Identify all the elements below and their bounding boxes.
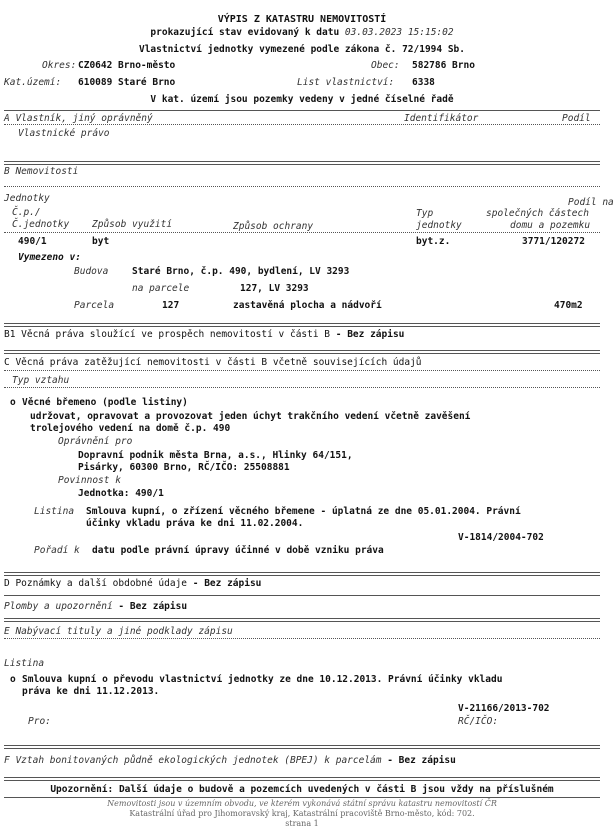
divider <box>4 387 600 388</box>
section-d-title: D Poznámky a další obdobné údaje <box>4 578 188 589</box>
section-e-listina-label: Listina <box>4 658 45 669</box>
col-zpusob-vyuziti: Způsob využití <box>92 219 173 230</box>
section-a-col-share: Podíl <box>562 113 591 124</box>
section-f <box>4 755 456 766</box>
section-e-title: E Nabývací tituly a jiné podklady zápisu <box>4 626 233 637</box>
opravneni-line-1: Dopravní podnik města Brna, a.s., Hlinky 64/151, <box>78 450 353 461</box>
section-c-sub: Typ vztahu <box>12 375 70 386</box>
easement-desc-1: udržovat, opravovat a provozovat jeden úchyt trakčního vedení včetně zavěšení <box>30 411 471 422</box>
na-parcele-label: na parcele <box>132 283 190 294</box>
divider <box>4 124 600 125</box>
parcels-line: V kat. území jsou pozemky vedeny v jedné číselné řadě <box>150 94 454 105</box>
parcela-area: 470m2 <box>554 300 583 311</box>
divider <box>4 323 600 327</box>
divider <box>4 595 600 596</box>
katuzemi-value: 610089 Staré Brno <box>78 77 176 88</box>
bullet: o <box>10 674 16 685</box>
parcela-number: 127 <box>162 300 180 311</box>
listina-line-1: Smlouva kupní, o zřízení věcného břemene - úplatná ze dne 05.01.2004. Právní <box>86 506 521 517</box>
col-cp: Č.p./ <box>12 207 41 218</box>
divider <box>4 638 600 639</box>
section-b1-value: - Bez zápisu <box>335 329 405 340</box>
obec-label: Obec: <box>371 60 400 71</box>
col-typ-1: Typ <box>416 208 434 219</box>
divider <box>4 572 600 576</box>
budova-label: Budova <box>74 266 109 277</box>
katuzemi-label: Kat.území: <box>4 77 62 88</box>
col-zpusob-ochrany: Způsob ochrany <box>233 221 314 232</box>
divider <box>4 797 600 798</box>
status-line <box>0 27 604 38</box>
unit-number: 490/1 <box>18 236 47 247</box>
section-b1-title: B1 Věcná práva sloužící ve prospěch nemovitostí v části B <box>4 329 331 340</box>
budova-value: Staré Brno, č.p. 490, bydlení, LV 3293 <box>132 266 350 277</box>
section-a-col-identifier: Identifikátor <box>404 113 479 124</box>
divider <box>4 777 600 781</box>
unit-use: byt <box>92 236 110 247</box>
status-date: 03.03.2023 15:15:02 <box>344 27 454 38</box>
divider <box>4 232 600 233</box>
plomby-value: - Bez zápisu <box>118 601 188 612</box>
section-c-title: C Věcná práva zatěžující nemovitosti v části B včetně souvisejících údajů <box>4 357 422 368</box>
easement-title: Věcné břemeno (podle listiny) <box>22 397 188 408</box>
section-e-line-1: Smlouva kupní o převodu vlastnictví jednotky ze dne 10.12.2013. Právní účinky vkladu <box>22 674 503 685</box>
unit-type: byt.z. <box>416 236 451 247</box>
opravneni-label: Oprávnění pro <box>58 436 133 447</box>
units-line: Vlastnictví jednotky vymezené podle zákona č. 72/1994 Sb. <box>138 44 465 55</box>
footer-line-2: Katastrální úřad pro Jihomoravský kraj, Katastrální pracoviště Brno-město, kód: 702. <box>129 809 475 818</box>
listina-ref: V-1814/2004-702 <box>458 532 544 543</box>
col-cjednotky: Č.jednotky <box>12 219 70 230</box>
parcela-type: zastavěná plocha a nádvoří <box>233 300 382 311</box>
okres-value: CZ0642 Brno-město <box>78 60 176 71</box>
plomby-title: Plomby a upozornění <box>4 601 113 612</box>
povinnost-value: Jednotka: 490/1 <box>78 488 164 499</box>
opravneni-line-2: Pisárky, 60300 Brno, RČ/IČO: 25508881 <box>78 462 290 473</box>
col-typ-2: jednotky <box>416 220 462 231</box>
poradi-value: datu podle právní úpravy účinné v době vzniku práva <box>92 545 384 556</box>
section-e-line-2: práva ke dni 11.12.2013. <box>22 686 160 697</box>
easement-desc-2: trolejového vedení na domě č.p. 490 <box>30 423 231 434</box>
povinnost-label: Povinnost k <box>58 475 121 486</box>
listina-line-2: účinky vkladu práva ke dni 11.02.2004. <box>86 518 304 529</box>
section-b1 <box>4 329 404 340</box>
unit-share: 3771/120272 <box>522 236 585 247</box>
parcela-label: Parcela <box>74 300 115 311</box>
divider <box>4 745 600 749</box>
status-prefix: prokazující stav evidovaný k datu <box>150 27 340 38</box>
col-podil-1: Podíl na <box>568 197 614 208</box>
section-d-value: - Bez zápisu <box>192 578 262 589</box>
document-title: VÝPIS Z KATASTRU NEMOVITOSTÍ <box>217 14 387 25</box>
rc-label: RČ/IČO: <box>458 716 499 727</box>
col-podil-3: domu a pozemku <box>510 220 591 231</box>
divider <box>4 186 600 187</box>
divider <box>4 370 600 371</box>
footer-line-1: Nemovitosti jsou v územním obvodu, ve kterém vykonává státní správu katastru nemovitostí ČR <box>107 799 497 808</box>
footer-notice: Upozornění: Další údaje o budově a pozemcích uvedených v části B jsou vždy na příslušném <box>50 784 554 795</box>
na-parcele-value: 127, LV 3293 <box>240 283 309 294</box>
pro-label: Pro: <box>28 716 51 727</box>
divider <box>4 110 600 111</box>
section-f-title: F Vztah bonitovaných půdně ekologických jednotek (BPEJ) k parcelám <box>4 755 382 766</box>
divider <box>4 161 600 165</box>
section-e-ref: V-21166/2013-702 <box>458 703 550 714</box>
lv-value: 6338 <box>412 77 435 88</box>
section-f-value: - Bez zápisu <box>387 755 456 766</box>
section-a-title: A Vlastník, jiný oprávněný <box>4 113 153 124</box>
okres-label: Okres: <box>42 60 77 71</box>
poradi-label: Pořadí k <box>34 545 80 556</box>
divider <box>4 618 600 622</box>
section-b-title: B Nemovitosti <box>4 166 79 177</box>
lv-label: List vlastnictví: <box>297 77 395 88</box>
obec-value: 582786 Brno <box>412 60 475 71</box>
vymezeno-label: Vymezeno v: <box>18 252 81 263</box>
col-jednotky: Jednotky <box>4 193 50 204</box>
section-d <box>4 578 261 589</box>
footer-page: strana 1 <box>285 819 319 828</box>
bullet: o <box>10 397 16 408</box>
col-podil-2: společných částech <box>486 208 589 219</box>
divider <box>4 350 600 354</box>
section-plomby <box>4 601 187 612</box>
listina-label: Listina <box>34 506 75 517</box>
section-a-sub: Vlastnické právo <box>18 128 110 139</box>
